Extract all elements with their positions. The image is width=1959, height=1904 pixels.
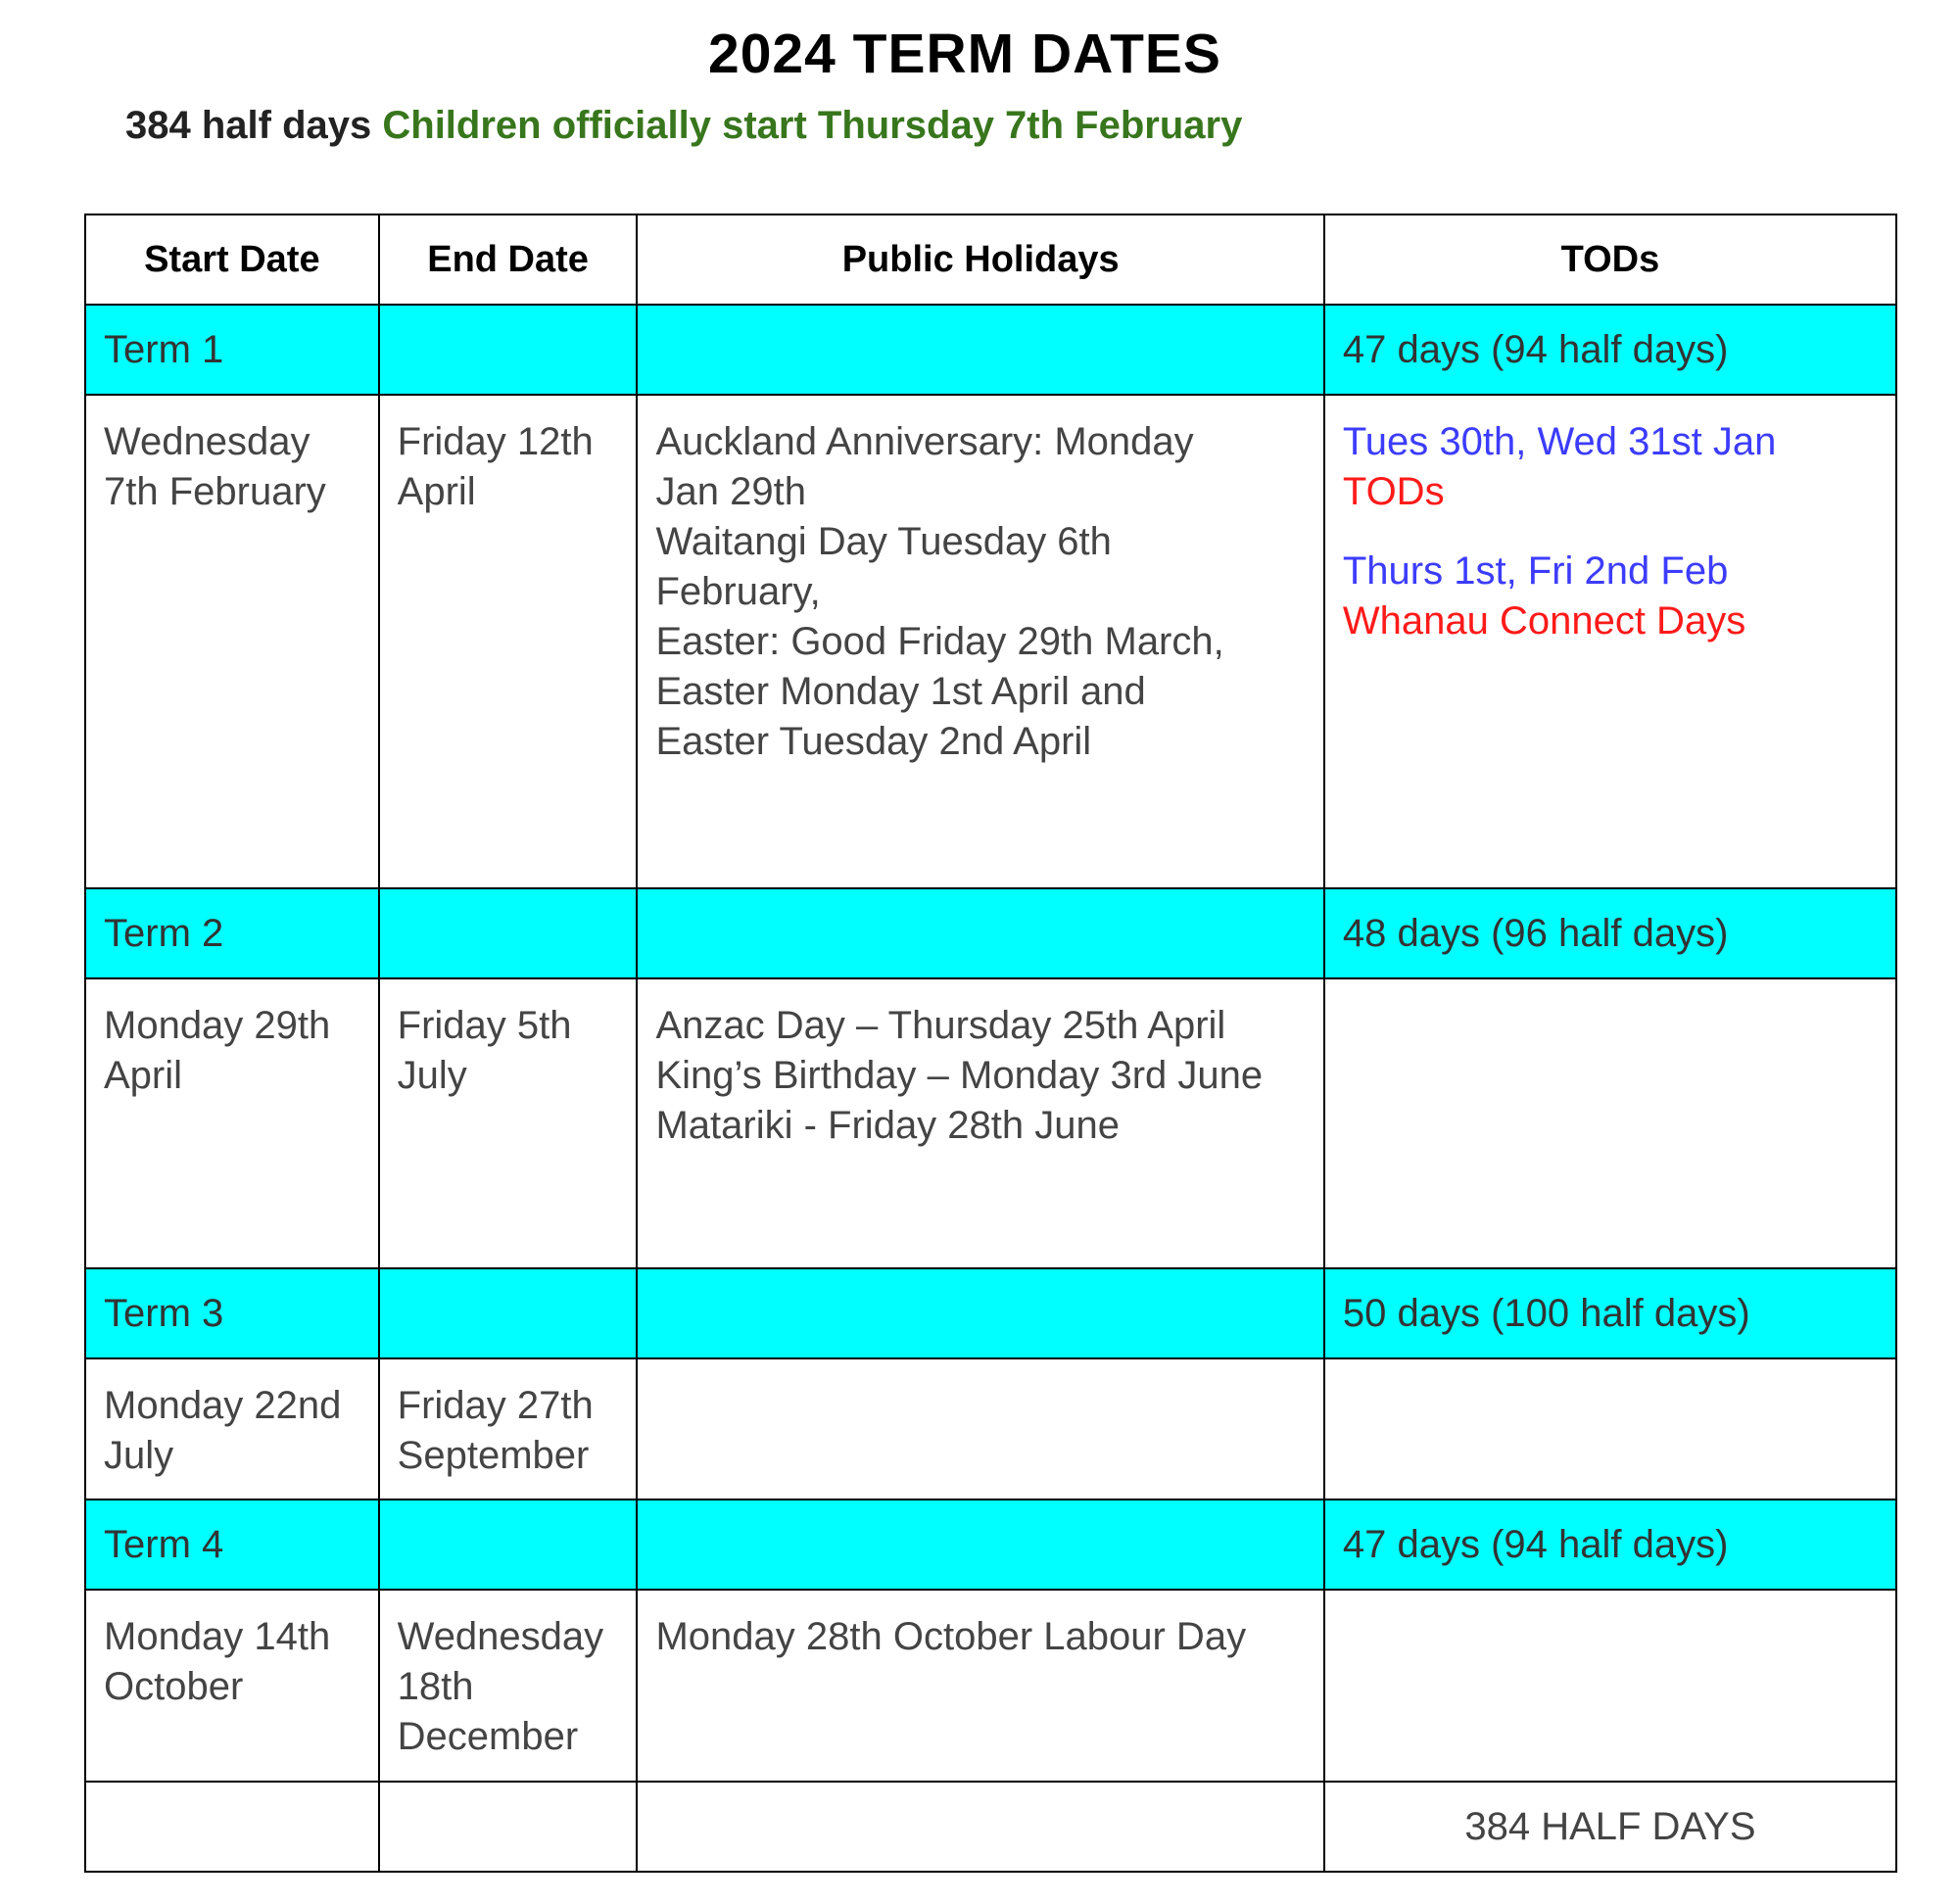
- start-date-line: Monday 14th: [104, 1615, 331, 1658]
- end-date-line: 18th: [397, 1665, 474, 1708]
- half-days-note: 384 half days: [125, 104, 372, 147]
- column-header-public-holidays: Public Holidays: [637, 214, 1323, 305]
- column-header-start-date: Start Date: [85, 214, 379, 305]
- term-1-row: [85, 305, 1896, 395]
- end-date-line: Friday 12th: [397, 420, 594, 463]
- start-note: Children officially start Thursday 7th February: [382, 104, 1243, 147]
- spacer: [1343, 517, 1878, 547]
- tod-label: TODs: [1342, 470, 1445, 513]
- start-date-line: Monday 29th: [104, 1004, 331, 1047]
- end-date-line: Wednesday: [397, 1615, 604, 1658]
- term-dates-table: [84, 214, 1897, 1873]
- total-half-days: 384 HALF DAYS: [1324, 1782, 1896, 1872]
- tods: [1324, 1358, 1896, 1499]
- term-2-details: [85, 978, 1896, 1268]
- start-date: [85, 1590, 379, 1782]
- start-date-line: Wednesday: [104, 420, 311, 463]
- empty-cell: [379, 1782, 638, 1872]
- start-date-line: Monday 22nd: [104, 1384, 342, 1427]
- holiday-line: Waitangi Day Tuesday 6th: [655, 520, 1112, 563]
- term-label: Term 3: [85, 1268, 379, 1358]
- holiday-line: Anzac Day – Thursday 25th April: [655, 1004, 1226, 1047]
- empty-cell: [637, 1268, 1323, 1358]
- tods: [1324, 1590, 1896, 1782]
- whanau-label: Whanau Connect Days: [1342, 599, 1746, 643]
- empty-cell: [379, 888, 638, 978]
- whanau-dates: Thurs 1st, Fri 2nd Feb: [1342, 549, 1729, 593]
- term-label: Term 2: [85, 888, 379, 978]
- empty-cell: [85, 1782, 379, 1872]
- empty-cell: [637, 305, 1323, 395]
- term-days: 47 days (94 half days): [1324, 1499, 1896, 1590]
- empty-cell: [379, 1499, 638, 1590]
- holiday-line: King’s Birthday – Monday 3rd June: [655, 1054, 1264, 1097]
- holiday-line: Easter Monday 1st April and: [655, 670, 1146, 713]
- term-4-details: [85, 1590, 1896, 1782]
- column-header-tods: TODs: [1324, 214, 1896, 305]
- holiday-line: Auckland Anniversary: Monday: [655, 420, 1194, 463]
- page-title: 2024 TERM DATES: [708, 23, 1221, 85]
- tods: [1324, 978, 1896, 1268]
- empty-cell: [637, 1782, 1323, 1872]
- end-date: [379, 1590, 638, 1782]
- end-date-line: Friday 5th: [397, 1004, 572, 1047]
- start-date-line: October: [104, 1665, 244, 1708]
- start-date: [85, 978, 379, 1268]
- term-4-row: [85, 1499, 1896, 1590]
- empty-cell: [637, 888, 1323, 978]
- public-holidays: [637, 395, 1323, 888]
- public-holidays: [637, 978, 1323, 1268]
- empty-cell: [379, 1268, 638, 1358]
- empty-cell: [379, 305, 638, 395]
- holiday-line: Jan 29th: [655, 470, 806, 513]
- end-date: [379, 978, 638, 1268]
- holiday-line: Easter: Good Friday 29th March,: [655, 620, 1224, 663]
- end-date: [379, 1358, 638, 1499]
- end-date-line: Friday 27th: [397, 1384, 594, 1427]
- end-date-line: September: [397, 1434, 590, 1477]
- end-date-line: July: [397, 1054, 467, 1097]
- holiday-line: February,: [655, 570, 821, 613]
- start-date: [85, 1358, 379, 1499]
- term-label: Term 1: [85, 305, 379, 395]
- empty-cell: [637, 1499, 1323, 1590]
- start-date: [85, 395, 379, 888]
- tod-dates: Tues 30th, Wed 31st Jan: [1342, 420, 1777, 463]
- term-3-row: [85, 1268, 1896, 1358]
- term-3-details: [85, 1358, 1896, 1499]
- end-date-line: April: [397, 470, 476, 513]
- subtitle: [125, 104, 1242, 148]
- start-date-line: July: [104, 1434, 174, 1477]
- header-row: [85, 214, 1896, 305]
- public-holidays: [637, 1590, 1323, 1782]
- term-days: 47 days (94 half days): [1324, 305, 1896, 395]
- end-date: [379, 395, 638, 888]
- holiday-line: Matariki - Friday 28th June: [655, 1104, 1120, 1147]
- tods: [1324, 395, 1896, 888]
- term-days: 48 days (96 half days): [1324, 888, 1896, 978]
- holiday-line: Easter Tuesday 2nd April: [655, 720, 1092, 763]
- total-row: [85, 1782, 1896, 1872]
- column-header-end-date: End Date: [379, 214, 638, 305]
- start-date-line: April: [104, 1054, 183, 1097]
- term-label: Term 4: [85, 1499, 379, 1590]
- end-date-line: December: [397, 1715, 579, 1758]
- term-1-details: [85, 395, 1896, 888]
- start-date-line: 7th February: [104, 470, 326, 513]
- holiday-line: Monday 28th October Labour Day: [655, 1615, 1247, 1658]
- term-days: 50 days (100 half days): [1324, 1268, 1896, 1358]
- term-2-row: [85, 888, 1896, 978]
- public-holidays: [637, 1358, 1323, 1499]
